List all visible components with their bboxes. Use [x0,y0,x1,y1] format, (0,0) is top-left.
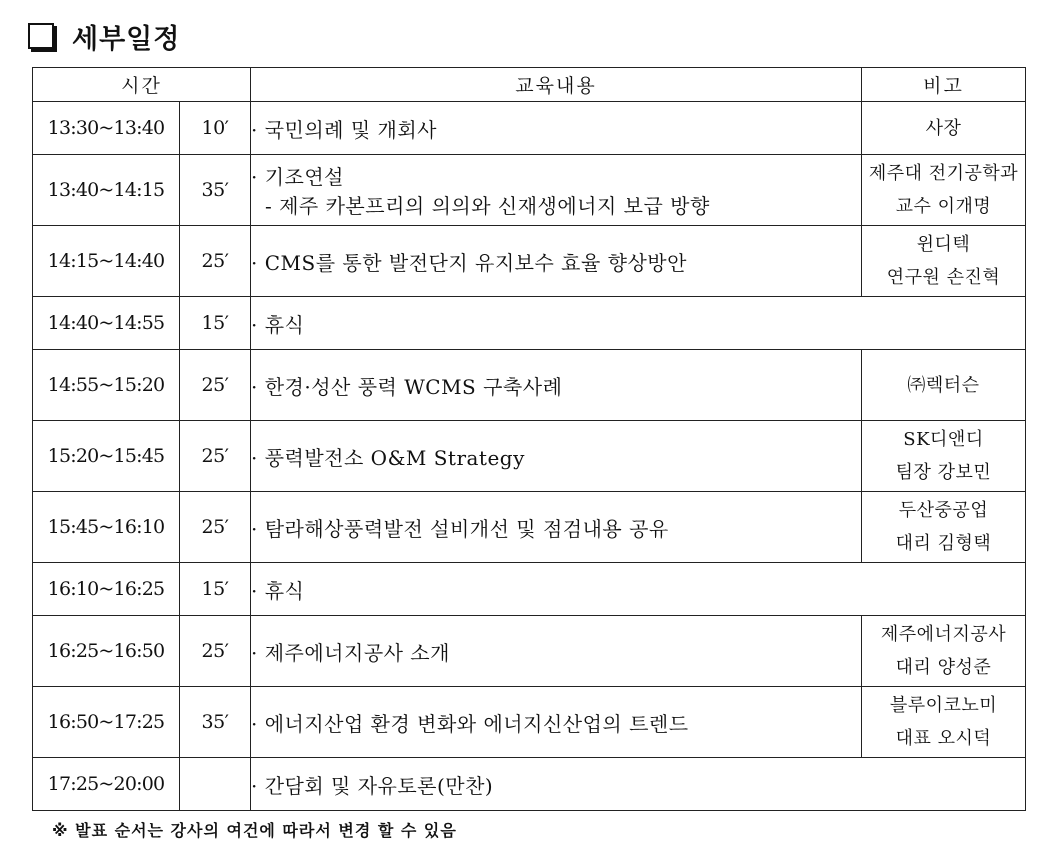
note-line: 제주대 전기공학과 [868,163,1019,184]
note-line: 블루이코노미 [889,695,998,716]
time-cell: 14:15~14:40 [33,226,180,297]
note-line: 사장 [925,117,962,139]
content-cell [251,350,862,421]
note-cell [862,226,1026,297]
time-cell: 14:40~14:55 [33,297,180,350]
table-row [33,616,1026,687]
content-text: · 한경·성산 풍력 WCMS 구축사례 [251,374,563,399]
table-row [33,492,1026,563]
table-row [33,226,1026,297]
table-row [33,155,1026,226]
duration-cell: 35′ [180,155,251,226]
duration-cell: 10′ [180,102,251,155]
time-cell: 13:30~13:40 [33,102,180,155]
content-text: · 탐라해상풍력발전 설비개선 및 점검내용 공유 [251,516,669,541]
content-text: · 에너지산업 환경 변화와 에너지신산업의 트렌드 [251,711,689,736]
note-cell [862,421,1026,492]
note-cell [862,492,1026,563]
note-cell [862,350,1026,421]
table-row [33,421,1026,492]
duration-cell: 25′ [180,421,251,492]
time-cell: 16:25~16:50 [33,616,180,687]
duration-cell: 25′ [180,616,251,687]
note-line: SK디앤디 [903,429,984,450]
time-cell: 17:25~20:00 [33,758,180,811]
content-cell [251,492,862,563]
content-text: · 풍력발전소 O&M Strategy [251,445,525,470]
note-line: 대표 오시덕 [895,728,992,749]
footnote: ※ 발표 순서는 강사의 여건에 따라서 변경 할 수 있음 [52,821,457,840]
note-line: ㈜렉터슨 [907,374,980,396]
content-cell [251,616,862,687]
content-text: · 간담회 및 자유토론(만찬) [251,773,494,798]
duration-cell: 25′ [180,492,251,563]
content-text: · 기조연설 [251,165,344,189]
duration-cell: 35′ [180,687,251,758]
duration-cell: 25′ [180,226,251,297]
content-text: · CMS를 통한 발전단지 유지보수 효율 향상방안 [251,250,687,275]
duration-cell [180,758,251,811]
table-header-row [33,68,1026,102]
content-cell [251,758,1026,811]
table-row [33,297,1026,350]
content-cell [251,226,862,297]
content-cell [251,297,1026,350]
table-row [33,102,1026,155]
header-time: 시간 [33,68,251,102]
table-row [33,758,1026,811]
duration-cell: 15′ [180,563,251,616]
note-line: 대리 김형택 [895,533,992,554]
schedule-table [32,67,1026,811]
content-text: · 국민의례 및 개회사 [251,117,437,142]
content-text: · 휴식 [251,578,305,603]
note-line: 두산중공업 [898,500,989,521]
header-note: 비고 [862,68,1026,102]
note-line: 팀장 강보민 [895,462,992,483]
table-row [33,687,1026,758]
content-cell [251,563,1026,616]
time-cell: 14:55~15:20 [33,350,180,421]
note-cell [862,155,1026,226]
table-row [33,563,1026,616]
header-content: 교육내용 [251,68,862,102]
note-line: 교수 이개명 [895,196,992,217]
section-heading [28,16,180,56]
content-cell [251,687,862,758]
duration-cell: 25′ [180,350,251,421]
note-line: 윈디텍 [916,234,971,255]
note-cell [862,616,1026,687]
time-cell: 13:40~14:15 [33,155,180,226]
content-cell [251,102,862,155]
content-text: · 휴식 [251,312,305,337]
content-cell [251,155,862,226]
note-line: 대리 양성준 [895,657,992,678]
duration-cell: 15′ [180,297,251,350]
checkbox-square-icon [28,23,54,49]
time-cell: 15:45~16:10 [33,492,180,563]
time-cell: 15:20~15:45 [33,421,180,492]
content-subtext: - 제주 카본프리의 의의와 신재생에너지 보급 방향 [265,194,710,218]
note-line: 연구원 손진혁 [886,267,1001,288]
content-text: · 제주에너지공사 소개 [251,640,450,665]
time-cell: 16:50~17:25 [33,687,180,758]
note-cell [862,102,1026,155]
note-cell [862,687,1026,758]
content-cell [251,421,862,492]
table-row [33,350,1026,421]
note-line: 제주에너지공사 [880,624,1007,645]
time-cell: 16:10~16:25 [33,563,180,616]
heading-title: 세부일정 [72,23,181,55]
